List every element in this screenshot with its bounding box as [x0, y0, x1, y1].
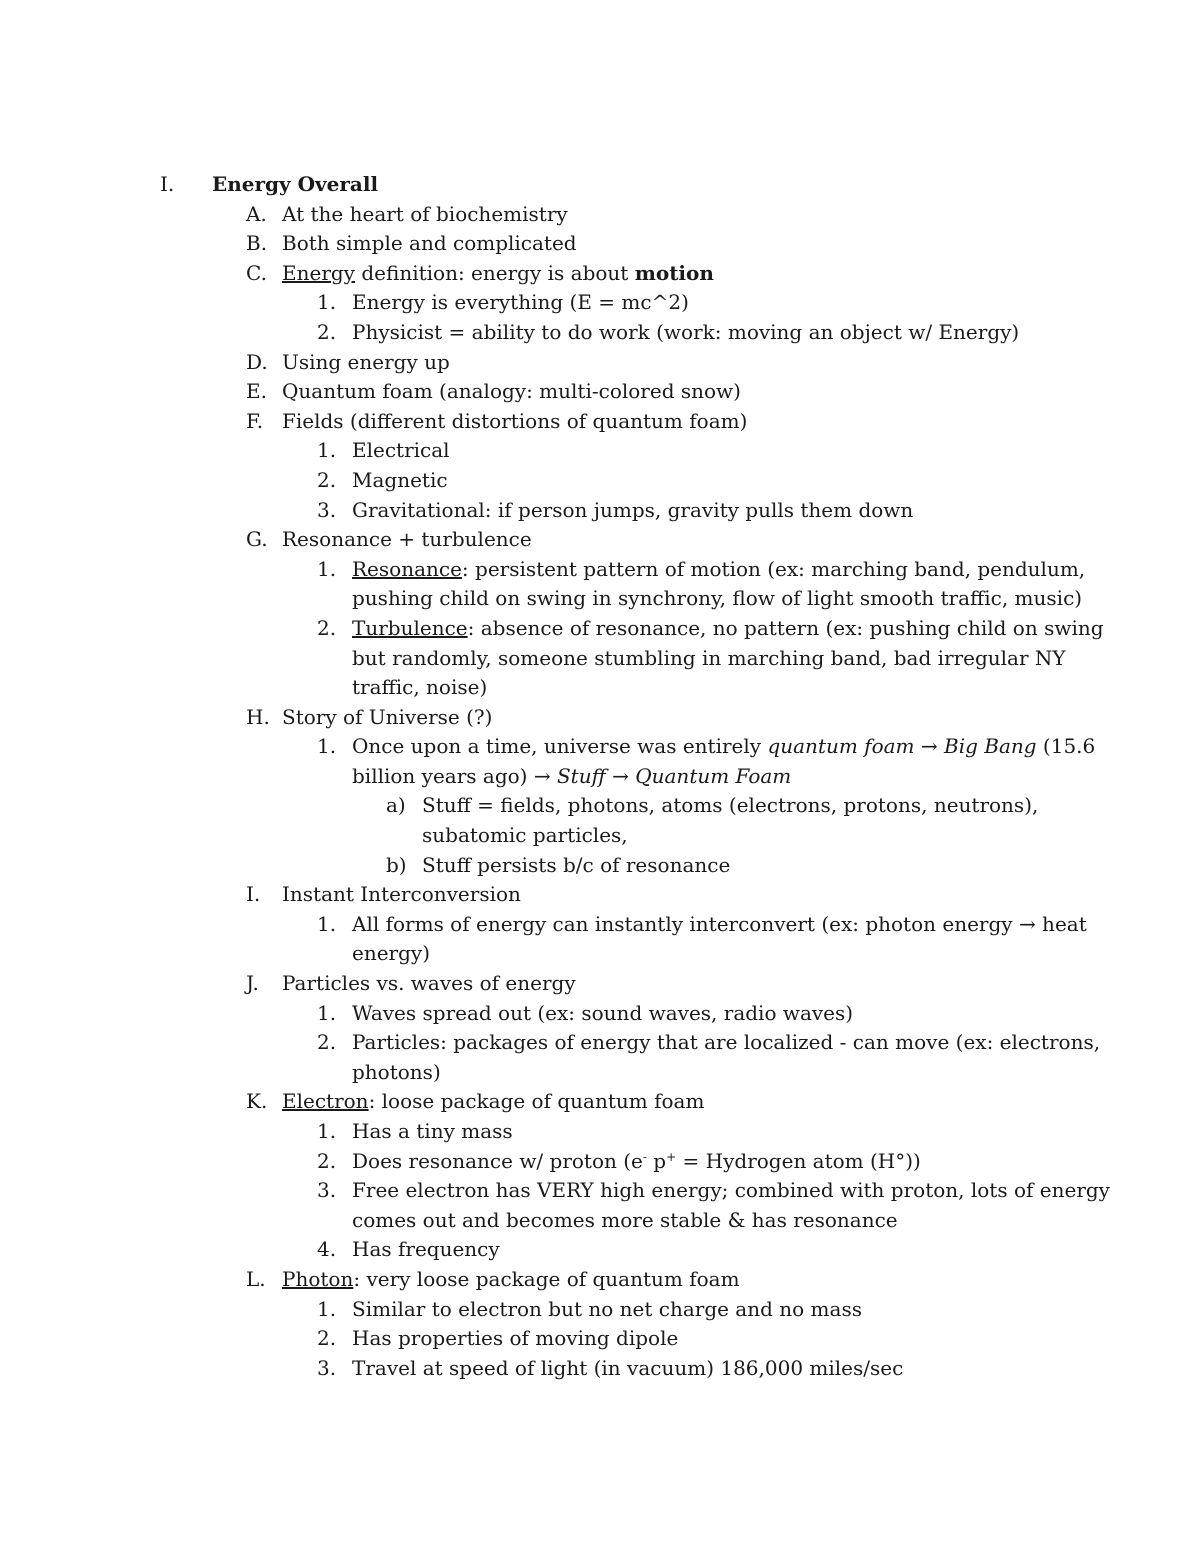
- definition-text: : loose package of quantum foam: [368, 1089, 705, 1114]
- text-run: Once upon a time, universe was entirely: [352, 734, 768, 759]
- outline-marker: I.: [246, 882, 261, 907]
- outline-marker: 1.: [317, 1296, 337, 1321]
- outline-subitem: [0, 1117, 1200, 1147]
- outline-item: [0, 880, 1200, 910]
- outline-marker: C.: [246, 260, 267, 285]
- outline-text: [282, 1265, 740, 1295]
- outline-subitem: [0, 1028, 1200, 1058]
- outline-text: Waves spread out (ex: sound waves, radio waves): [352, 1000, 854, 1025]
- outline-marker: 1.: [317, 911, 337, 936]
- definition-text: definition: energy is about: [354, 260, 635, 285]
- outline-marker: J.: [246, 971, 259, 996]
- outline-subitem: [0, 288, 1200, 318]
- arrow-text: →: [605, 763, 636, 788]
- outline-subitem: [0, 999, 1200, 1029]
- outline-marker: F.: [246, 408, 264, 433]
- superscript-plus: +: [666, 1149, 677, 1164]
- outline-marker: 2.: [317, 1326, 337, 1351]
- definition-text: : very loose package of quantum foam: [353, 1266, 740, 1291]
- outline-text: Resonance + turbulence: [282, 527, 532, 552]
- outline-text: All forms of energy can instantly interconvert (ex: photon energy → heat: [352, 911, 1087, 936]
- outline-marker: E.: [246, 379, 267, 404]
- outline-item: [0, 200, 1200, 230]
- outline-text: Story of Universe (?): [282, 704, 493, 729]
- outline-item: [0, 525, 1200, 555]
- outline-marker: H.: [246, 704, 270, 729]
- outline-subitem: [0, 614, 1200, 644]
- outline-item: [0, 1087, 1200, 1117]
- italic-quantum-foam: quantum foam: [767, 734, 915, 759]
- outline-marker: G.: [246, 527, 268, 552]
- outline-text: Has a tiny mass: [352, 1119, 513, 1143]
- outline-subsubitem: [0, 851, 1200, 881]
- term-resonance: Resonance: [352, 556, 462, 581]
- outline-marker: 1.: [317, 290, 337, 315]
- outline-text: [282, 1087, 704, 1117]
- outline-text: Electrical: [352, 438, 450, 463]
- outline-continuation: [0, 1206, 1200, 1236]
- outline-text: Has properties of moving dipole: [352, 1326, 679, 1351]
- outline-text: [352, 555, 1085, 585]
- outline-text: Particles: packages of energy that are localized - can move (ex: electrons,: [352, 1030, 1101, 1055]
- outline-text: At the heart of biochemistry: [282, 201, 568, 226]
- outline-subitem: [0, 466, 1200, 496]
- outline-continuation: [0, 1058, 1200, 1088]
- text-run: (15.6: [1036, 734, 1096, 759]
- definition-text: : absence of resonance, no pattern (ex: pushing child on swing: [467, 615, 1104, 640]
- outline-marker: a): [386, 793, 406, 818]
- outline-subitem: [0, 910, 1200, 940]
- outline-item: [0, 229, 1200, 259]
- outline-continuation: [0, 762, 1200, 792]
- term-photon: Photon: [282, 1266, 354, 1291]
- outline-subitem: [0, 1147, 1200, 1177]
- outline-subitem: [0, 732, 1200, 762]
- outline-marker: D.: [246, 349, 268, 374]
- outline-subitem: [0, 1176, 1200, 1206]
- outline-marker: L.: [246, 1266, 266, 1291]
- text-run: p: [646, 1148, 667, 1173]
- outline-text: but randomly, someone stumbling in marching band, bad irregular NY: [352, 645, 1066, 670]
- outline-continuation: [0, 939, 1200, 969]
- text-run: Does resonance w/ proton (e: [352, 1148, 643, 1173]
- outline-text: Fields (different distortions of quantum foam): [282, 408, 748, 433]
- outline-text: traffic, noise): [352, 675, 488, 700]
- outline-marker: 3.: [317, 1355, 337, 1380]
- outline-text: Gravitational: if person jumps, gravity pulls them down: [352, 497, 914, 522]
- outline-subitem: [0, 1295, 1200, 1325]
- arrow-text: →: [914, 734, 944, 759]
- outline-text: Travel at speed of light (in vacuum) 186,000 miles/sec: [352, 1355, 904, 1380]
- outline-text: [352, 762, 791, 792]
- superscript-minus: -: [642, 1149, 647, 1164]
- outline-continuation: [0, 673, 1200, 703]
- outline-subitem: [0, 496, 1200, 526]
- definition-text: : persistent pattern of motion (ex: marching band, pendulum,: [461, 556, 1086, 581]
- outline-text: Magnetic: [352, 467, 448, 492]
- outline: [0, 170, 1200, 1383]
- text-run: billion years ago) →: [352, 763, 557, 788]
- outline-text: [282, 259, 714, 289]
- outline-subitem: [0, 436, 1200, 466]
- outline-text: Energy is everything (E = mc^2): [352, 290, 689, 315]
- outline-item: [0, 259, 1200, 289]
- outline-marker: 2.: [317, 1030, 337, 1055]
- outline-subitem: [0, 318, 1200, 348]
- outline-marker: b): [386, 852, 407, 877]
- outline-subsubitem: [0, 791, 1200, 821]
- italic-stuff: Stuff: [556, 763, 606, 788]
- outline-marker: A.: [246, 201, 267, 226]
- outline-item: [0, 969, 1200, 999]
- outline-marker: 1.: [317, 1000, 337, 1025]
- outline-continuation: [0, 644, 1200, 674]
- term-energy: Energy: [282, 260, 355, 285]
- outline-text: [352, 614, 1104, 644]
- outline-marker: K.: [246, 1089, 268, 1114]
- outline-marker: 1.: [317, 734, 337, 759]
- outline-marker: 1.: [317, 556, 337, 581]
- outline-marker: 1.: [317, 1119, 337, 1143]
- outline-item: [0, 1265, 1200, 1295]
- outline-text: comes out and becomes more stable & has resonance: [352, 1207, 898, 1232]
- outline-text: Particles vs. waves of energy: [282, 971, 576, 996]
- outline-item: [0, 407, 1200, 437]
- outline-text: pushing child on swing in synchrony, flow of light smooth traffic, music): [352, 586, 1083, 611]
- text-run: = Hydrogen atom (H°)): [676, 1148, 921, 1173]
- outline-text: Similar to electron but no net charge and no mass: [352, 1296, 862, 1321]
- section-heading: [0, 170, 1200, 200]
- outline-subitem: [0, 555, 1200, 585]
- outline-text: Quantum foam (analogy: multi-colored snow): [282, 379, 741, 404]
- outline-marker: 2.: [317, 1148, 337, 1173]
- outline-marker: 3.: [317, 497, 337, 522]
- outline-text: [352, 1147, 921, 1177]
- outline-continuation: [0, 584, 1200, 614]
- outline-text: photons): [352, 1059, 441, 1084]
- outline-item: [0, 377, 1200, 407]
- outline-text: Physicist = ability to do work (work: moving an object w/ Energy): [352, 319, 1020, 344]
- outline-text: Free electron has VERY high energy; combined with proton, lots of energy: [352, 1178, 1110, 1203]
- outline-item: [0, 703, 1200, 733]
- outline-marker: 2.: [317, 615, 337, 640]
- outline-text: Instant Interconversion: [282, 882, 521, 907]
- outline-marker: 1.: [317, 438, 337, 463]
- section-title: Energy Overall: [212, 172, 379, 196]
- outline-text: energy): [352, 941, 431, 966]
- italic-big-bang: Big Bang: [944, 734, 1037, 759]
- outline-marker: B.: [246, 231, 268, 256]
- outline-subitem: [0, 1235, 1200, 1265]
- term-electron: Electron: [282, 1089, 369, 1114]
- term-turbulence: Turbulence: [352, 615, 468, 640]
- outline-marker: I.: [160, 172, 175, 196]
- outline-marker: 4.: [317, 1237, 337, 1262]
- bold-word: motion: [634, 260, 714, 285]
- outline-marker: 2.: [317, 467, 337, 492]
- outline-text: Using energy up: [282, 349, 450, 374]
- outline-text: Stuff persists b/c of resonance: [422, 852, 731, 877]
- outline-text: Stuff = fields, photons, atoms (electrons, protons, neutrons),: [422, 793, 1039, 818]
- outline-marker: 2.: [317, 319, 337, 344]
- outline-subitem: [0, 1354, 1200, 1384]
- outline-subitem: [0, 1324, 1200, 1354]
- outline-text: Has frequency: [352, 1237, 500, 1262]
- outline-text: [352, 732, 1095, 762]
- outline-item: [0, 348, 1200, 378]
- outline-text: Both simple and complicated: [282, 231, 577, 256]
- outline-continuation: [0, 821, 1200, 851]
- outline-marker: 3.: [317, 1178, 337, 1203]
- italic-quantum-foam: Quantum Foam: [635, 763, 792, 788]
- outline-text: subatomic particles,: [422, 823, 628, 848]
